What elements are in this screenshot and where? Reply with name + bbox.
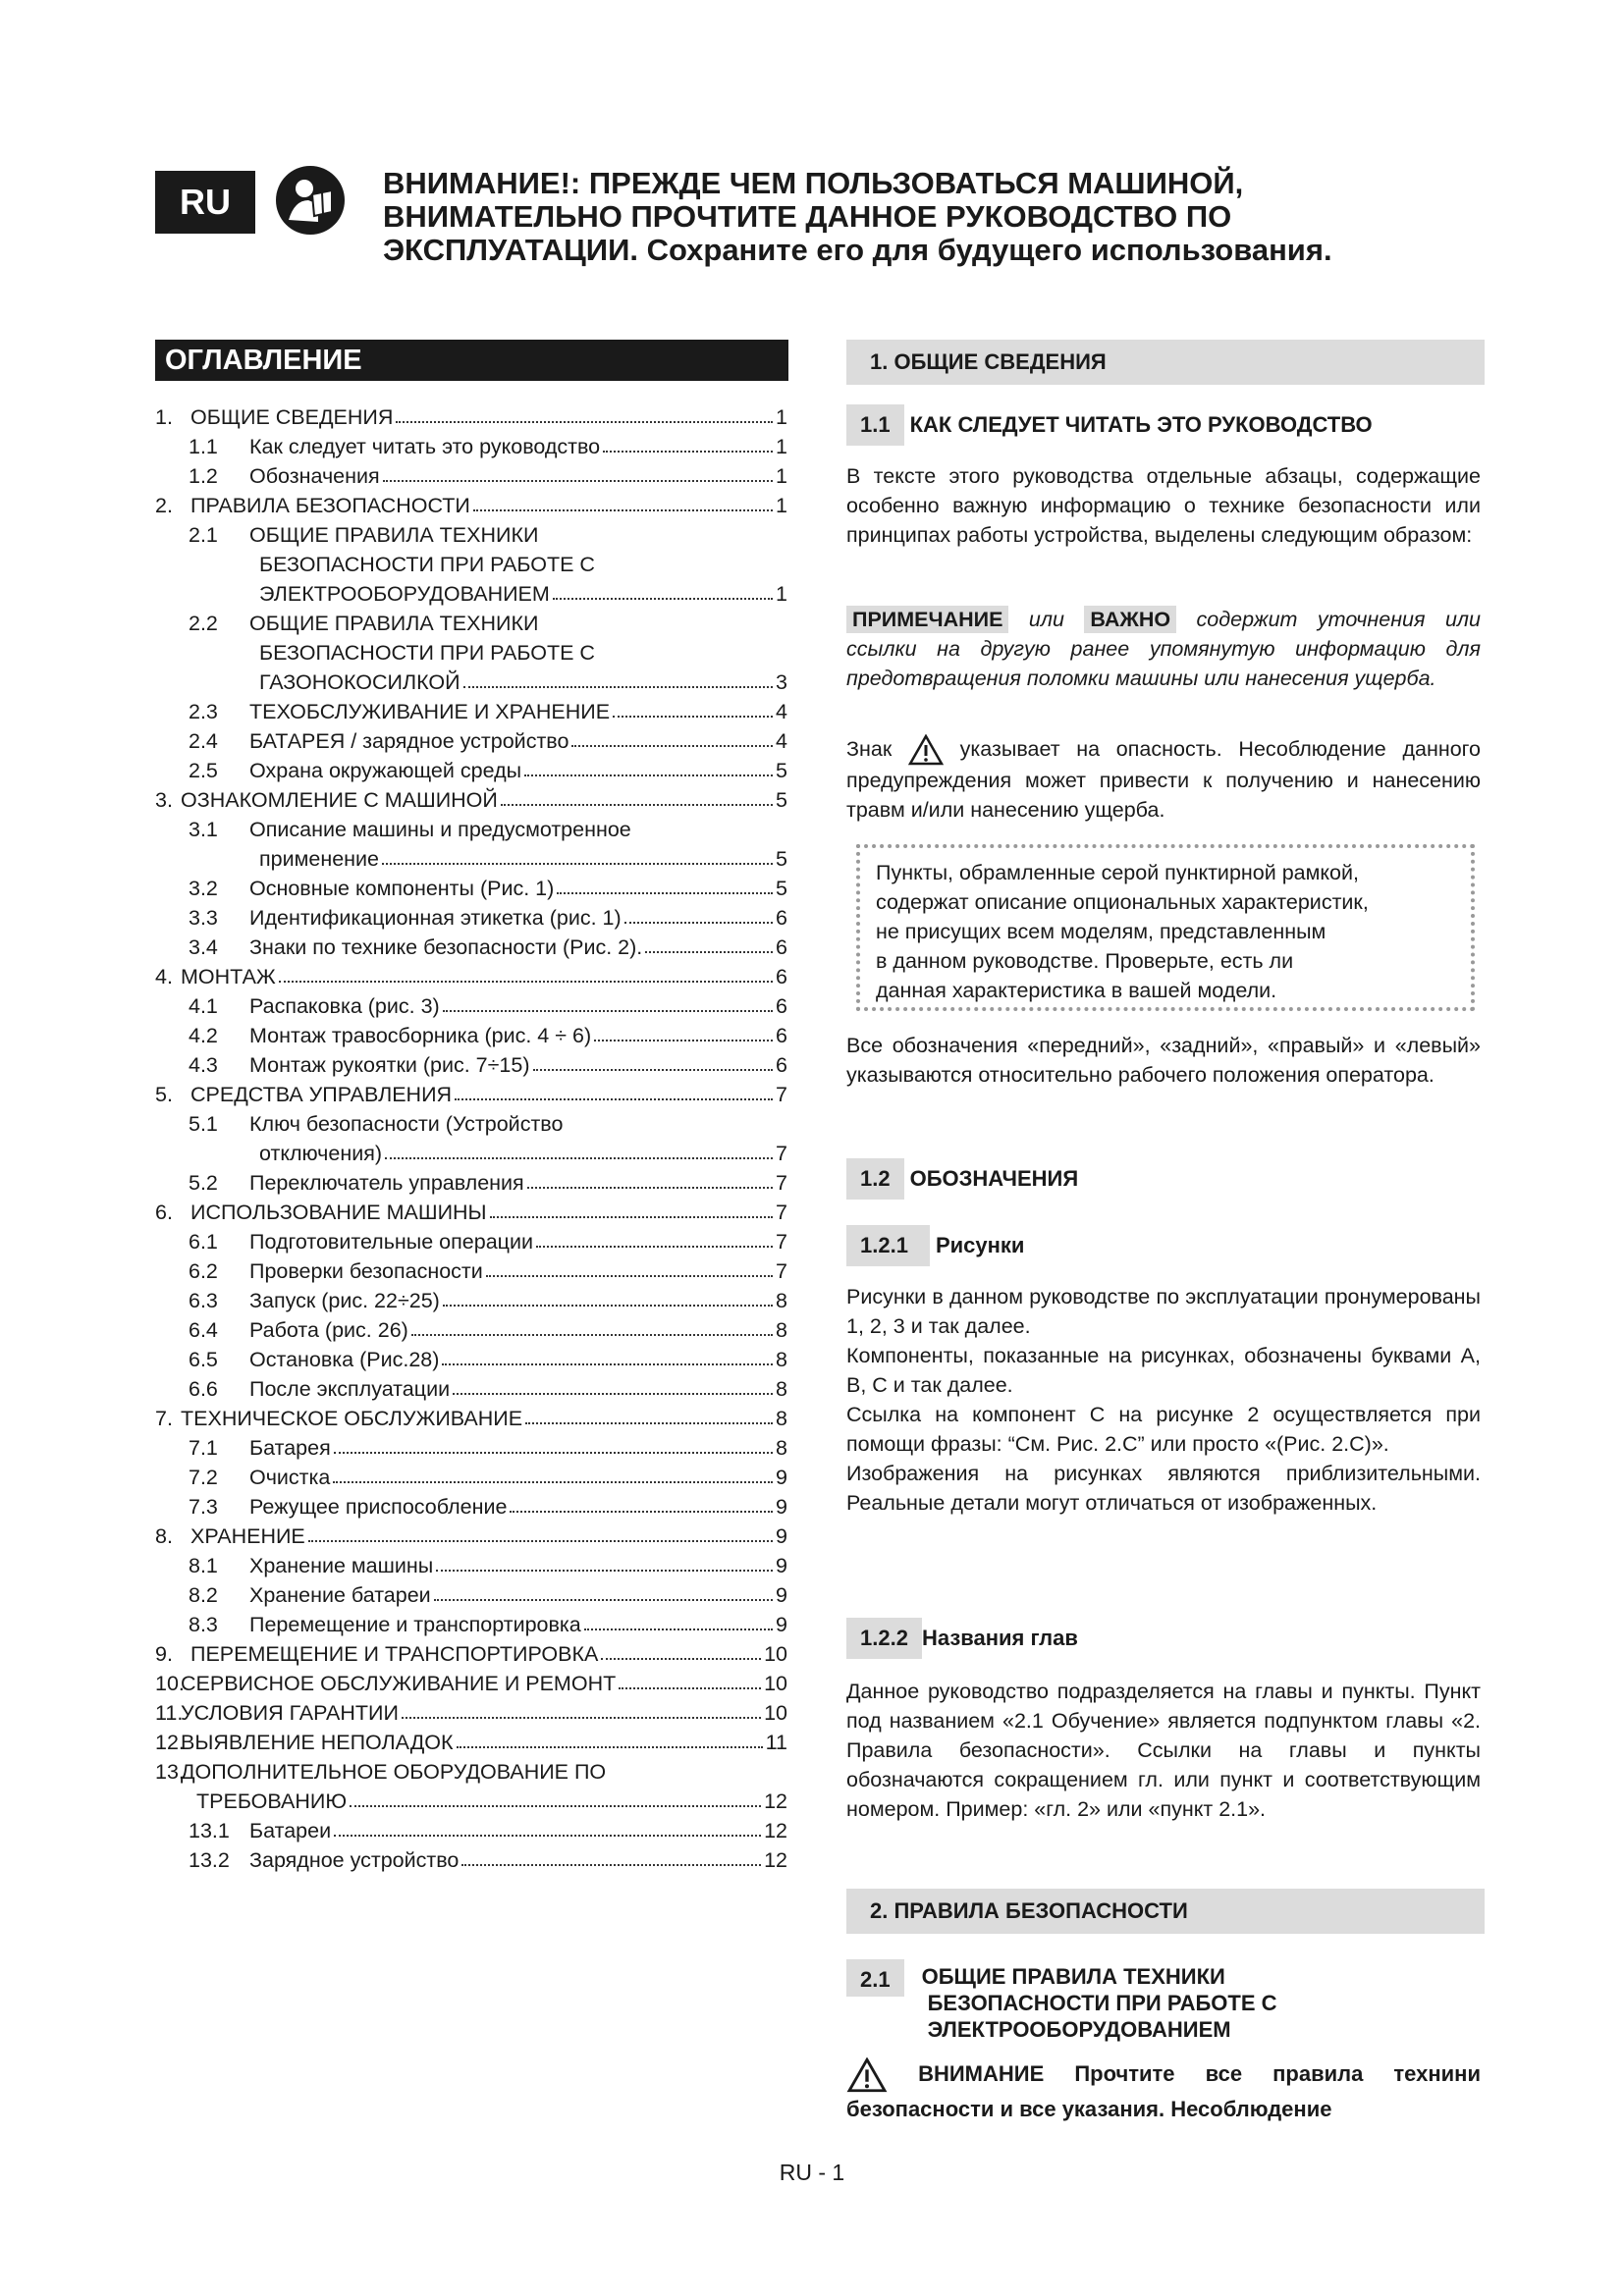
warning-line: ВНИМАТЕЛЬНО ПРОЧТИТЕ ДАННОЕ РУКОВОДСТВО ПО <box>383 199 1232 234</box>
sign-word: Знак <box>846 737 893 761</box>
toc-entry-page: 6 <box>776 935 787 959</box>
toc-entry-title: УСЛОВИЯ ГАРАНТИИ <box>181 1701 399 1725</box>
toc-entry-number: 2.2 <box>189 612 218 635</box>
toc-leader-dots <box>613 716 773 718</box>
toc-entry-number: 10. <box>155 1672 185 1695</box>
section-title: Рисунки <box>935 1233 1025 1257</box>
toc-entry-page: 5 <box>776 788 787 812</box>
toc-entry-title: ТЕХОБСЛУЖИВАНИЕ И ХРАНЕНИЕ <box>249 700 611 723</box>
sign-text: указывает на опасность. Несоблюдение данного предупреждения может привести к получению и нанесению травм и/или нанесению ущерба. <box>846 737 1481 823</box>
toc-entry <box>155 1402 787 1431</box>
danger-sign-paragraph <box>846 734 1481 825</box>
toc-title: ОГЛАВЛЕНИЕ <box>155 340 788 381</box>
toc-entry <box>155 430 787 459</box>
toc-leader-dots <box>382 863 773 865</box>
toc-entry-page: 9 <box>776 1524 787 1548</box>
toc-entry <box>155 1785 787 1814</box>
toc-entry-title: Охрана окружающей среды <box>249 759 522 782</box>
toc-leader-dots <box>463 686 773 688</box>
toc-entry-number: 6. <box>155 1201 173 1224</box>
toc-entry-title: Батареи <box>249 1819 332 1842</box>
toc-entry-page: 7 <box>776 1142 787 1165</box>
toc-entry-page: 10 <box>764 1701 787 1725</box>
toc-entry-title: ПЕРЕМЕЩЕНИЕ И ТРАНСПОРТИРОВКА <box>190 1642 599 1666</box>
toc-entry-page: 1 <box>776 464 787 488</box>
toc-entry-page: 1 <box>776 435 787 458</box>
toc-entry <box>155 1196 787 1225</box>
toc-entry <box>155 901 787 931</box>
toc-entry-title: Режущее приспособление <box>249 1495 508 1519</box>
toc-entry <box>155 1578 787 1608</box>
toc-entry-number: 3.1 <box>189 818 218 841</box>
section-1-header: 1. ОБЩИЕ СВЕДЕНИЯ <box>846 340 1485 385</box>
toc-entry-number: 8.3 <box>189 1613 218 1636</box>
toc-leader-dots <box>571 745 773 747</box>
box-line: Пункты, обрамленные серой пунктирной рамкой, <box>876 861 1360 884</box>
toc-entry-title: Переключатель управления <box>249 1171 524 1195</box>
toc-entry-page: 9 <box>776 1466 787 1489</box>
toc-entry-number: 4.3 <box>189 1053 218 1077</box>
toc-entry-number: 13.1 <box>189 1819 230 1842</box>
toc-entry <box>155 1814 787 1843</box>
toc-leader-dots <box>645 951 773 953</box>
toc-entry-number: 6.6 <box>189 1377 218 1401</box>
toc-entry-title: ТЕХНИЧЕСКОЕ ОБСЛУЖИВАНИЕ <box>181 1407 523 1430</box>
toc-entry-title: ДОПОЛНИТЕЛЬНОЕ ОБОРУДОВАНИЕ ПО <box>181 1760 607 1784</box>
warning-text: ВНИМАНИЕ Прочтите все правила технини безопасности и все указания. Несоблюдение <box>846 2061 1481 2122</box>
toc-entry <box>155 1549 787 1578</box>
toc-leader-dots <box>473 509 773 511</box>
section-1-2-heading <box>846 1158 1078 1200</box>
toc-entry-page: 8 <box>776 1377 787 1401</box>
warning-line: ВНИМАНИЕ!: ПРЕЖДЕ ЧЕМ ПОЛЬЗОВАТЬСЯ МАШИНОЙ, <box>383 166 1244 200</box>
section-number: 1.1 <box>846 404 904 446</box>
section-title-line: ОБЩИЕ ПРАВИЛА ТЕХНИКИ <box>921 1964 1225 1989</box>
toc-leader-dots <box>594 1040 773 1041</box>
section-title: Названия глав <box>921 1626 1078 1650</box>
toc-leader-dots <box>402 1717 761 1719</box>
toc-entry <box>155 1313 787 1343</box>
toc-entry <box>155 931 787 960</box>
toc-entry <box>155 1343 787 1372</box>
toc-leader-dots <box>461 1864 761 1866</box>
toc-entry-number: 4. <box>155 965 173 988</box>
toc-leader-dots <box>457 1746 763 1748</box>
toc-entry-number: 4.2 <box>189 1024 218 1047</box>
toc-entry-page: 1 <box>776 582 787 606</box>
toc-entry <box>155 548 787 577</box>
toc-leader-dots <box>486 1275 773 1277</box>
warning-triangle-icon <box>908 734 944 766</box>
toc-entry <box>155 1255 787 1284</box>
toc-entry-title: Ключ безопасности (Устройство <box>249 1112 564 1136</box>
toc-entry-page: 7 <box>776 1201 787 1224</box>
toc-entry <box>155 1431 787 1461</box>
toc-entry-title: ПРАВИЛА БЕЗОПАСНОСТИ <box>190 494 470 517</box>
toc-leader-dots <box>436 1570 773 1572</box>
toc-entry <box>155 459 787 489</box>
toc-entry-title: Перемещение и транспортировка <box>249 1613 581 1636</box>
toc-entry <box>155 636 787 666</box>
toc-entry-number: 13. <box>155 1760 185 1784</box>
toc-entry-title: ОБЩИЕ ПРАВИЛА ТЕХНИКИ <box>249 523 539 547</box>
toc-entry <box>155 724 787 754</box>
toc-leader-dots <box>308 1540 773 1542</box>
box-line: данная характеристика в вашей модели. <box>876 979 1277 1002</box>
toc-entry-page: 8 <box>776 1318 787 1342</box>
toc-entry-page: 9 <box>776 1495 787 1519</box>
section-1-1-heading <box>846 404 1373 446</box>
toc-entry-page: 10 <box>764 1672 787 1695</box>
toc-entry-title: ГАЗОНОКОСИЛКОЙ <box>259 670 460 694</box>
section-1-2-1-heading <box>846 1225 1024 1266</box>
section-title: ОБОЗНАЧЕНИЯ <box>909 1166 1079 1191</box>
orientation-paragraph: Все обозначения «передний», «задний», «правый» и «левый» указываются относительно рабочего положения оператора. <box>846 1034 1481 1087</box>
toc-leader-dots <box>334 1452 773 1454</box>
toc-entry-title: ХРАНЕНИЕ <box>190 1524 305 1548</box>
section-2-header: 2. ПРАВИЛА БЕЗОПАСНОСТИ <box>846 1889 1485 1934</box>
toc-leader-dots <box>411 1334 773 1336</box>
toc-entry-page: 5 <box>776 759 787 782</box>
section-number: 1.2.1 <box>846 1225 930 1266</box>
toc-entry <box>155 607 787 636</box>
toc-leader-dots <box>443 1010 773 1012</box>
toc-entry-page: 8 <box>776 1289 787 1312</box>
toc-entry-title: МОНТАЖ <box>181 965 276 988</box>
toc-leader-dots <box>624 922 773 924</box>
toc-leader-dots <box>396 421 773 423</box>
toc-entry-page: 10 <box>764 1642 787 1666</box>
toc-entry-page: 8 <box>776 1407 787 1430</box>
toc-entry-number: 6.4 <box>189 1318 218 1342</box>
toc-entry <box>155 577 787 607</box>
toc-leader-dots <box>525 1422 773 1424</box>
toc-entry <box>155 1490 787 1520</box>
warning-triangle-icon <box>846 2057 888 2093</box>
toc-entry-title: Запуск (рис. 22÷25) <box>249 1289 440 1312</box>
toc-entry-page: 5 <box>776 847 787 871</box>
note-or: или <box>1028 608 1064 631</box>
toc-leader-dots <box>490 1216 773 1218</box>
toc-entry-title: применение <box>259 847 380 871</box>
toc-entry-title: Хранение машины <box>249 1554 434 1577</box>
toc-entry <box>155 695 787 724</box>
toc-entry-title: ОБЩИЕ ПРАВИЛА ТЕХНИКИ <box>249 612 539 635</box>
toc-leader-dots <box>510 1511 773 1513</box>
note-text: содержит уточнения или ссылки на другую ранее упомянутую информацию для предотвращения поломки машины или нанесения ущерба. <box>846 608 1481 690</box>
toc-entry-page: 1 <box>776 494 787 517</box>
toc-entry-title: Хранение батареи <box>249 1583 431 1607</box>
toc-entry-number: 2.1 <box>189 523 218 547</box>
toc-entry-title: ИСПОЛЬЗОВАНИЕ МАШИНЫ <box>190 1201 487 1224</box>
toc-entry-number: 9. <box>155 1642 173 1666</box>
toc-entry-title: Работа (рис. 26) <box>249 1318 408 1342</box>
toc-entry-title: Монтаж травосборника (рис. 4 ÷ 6) <box>249 1024 592 1047</box>
toc-leader-dots <box>442 1363 773 1365</box>
toc-entry-number: 6.3 <box>189 1289 218 1312</box>
toc-leader-dots <box>383 480 773 482</box>
toc-entry-number: 3. <box>155 788 173 812</box>
toc-entry-page: 12 <box>764 1789 787 1813</box>
toc-entry-title: Обозначения <box>249 464 380 488</box>
section-title-line: БЕЗОПАСНОСТИ ПРИ РАБОТЕ С <box>927 1991 1277 2015</box>
toc-entry-title: ОЗНАКОМЛЕНИЕ С МАШИНОЙ <box>181 788 498 812</box>
toc-entry-title: Основные компоненты (Рис. 1) <box>249 877 555 900</box>
toc-entry-page: 9 <box>776 1554 787 1577</box>
toc-entry-number: 3.2 <box>189 877 218 900</box>
toc-leader-dots <box>455 1098 773 1100</box>
toc-entry <box>155 872 787 901</box>
toc-entry-page: 7 <box>776 1230 787 1254</box>
toc-entry-page: 1 <box>776 405 787 429</box>
toc-entry-page: 6 <box>776 965 787 988</box>
toc-entry-page: 7 <box>776 1171 787 1195</box>
toc-entry <box>155 1755 787 1785</box>
toc-entry <box>155 1372 787 1402</box>
toc-entry <box>155 842 787 872</box>
toc-entry <box>155 1843 787 1873</box>
toc-entry-number: 5.2 <box>189 1171 218 1195</box>
table-of-contents <box>155 400 787 1873</box>
toc-entry-page: 11 <box>765 1731 787 1754</box>
toc-entry <box>155 1019 787 1048</box>
toc-entry-number: 2.3 <box>189 700 218 723</box>
toc-entry <box>155 783 787 813</box>
toc-entry-title: Батарея <box>249 1436 331 1460</box>
toc-entry-number: 2. <box>155 494 173 517</box>
toc-entry-number: 5. <box>155 1083 173 1106</box>
toc-entry-title: Как следует читать это руководство <box>249 435 601 458</box>
section-title: КАК СЛЕДУЕТ ЧИТАТЬ ЭТО РУКОВОДСТВО <box>909 412 1373 437</box>
toc-entry-title: Подготовительные операции <box>249 1230 533 1254</box>
section-number: 1.2.2 <box>846 1618 922 1659</box>
toc-entry-page: 8 <box>776 1348 787 1371</box>
toc-entry <box>155 960 787 989</box>
toc-entry <box>155 1078 787 1107</box>
toc-entry-number: 4.1 <box>189 994 218 1018</box>
warning-line: ЭКСПЛУАТАЦИИ. Сохраните его для будущего использования. <box>383 233 1332 267</box>
toc-entry-number: 5.1 <box>189 1112 218 1136</box>
toc-entry-title: Описание машины и предусмотренное <box>249 818 631 841</box>
toc-entry-page: 7 <box>776 1083 787 1106</box>
toc-entry <box>155 518 787 548</box>
toc-entry-title: отключения) <box>259 1142 383 1165</box>
toc-entry-title: Распаковка (рис. 3) <box>249 994 440 1018</box>
toc-entry <box>155 1696 787 1726</box>
toc-entry <box>155 813 787 842</box>
toc-entry-number: 6.2 <box>189 1259 218 1283</box>
toc-leader-dots <box>557 892 773 894</box>
toc-entry-page: 3 <box>776 670 787 694</box>
toc-entry-page: 4 <box>776 729 787 753</box>
toc-leader-dots <box>584 1629 773 1630</box>
toc-entry-number: 7.3 <box>189 1495 218 1519</box>
optional-features-box <box>856 844 1475 1011</box>
toc-entry-page: 8 <box>776 1436 787 1460</box>
toc-entry-number: 1.2 <box>189 464 218 488</box>
toc-entry-number: 1.1 <box>189 435 218 458</box>
toc-leader-dots <box>527 1187 773 1189</box>
toc-leader-dots <box>350 1805 761 1807</box>
toc-entry-number: 8.2 <box>189 1583 218 1607</box>
toc-entry <box>155 1520 787 1549</box>
toc-entry <box>155 1107 787 1137</box>
box-line: содержат описание опциональных характеристик, <box>876 890 1369 914</box>
toc-entry-page: 7 <box>776 1259 787 1283</box>
page-number: RU - 1 <box>779 2160 845 2185</box>
toc-entry <box>155 666 787 695</box>
toc-entry <box>155 1608 787 1637</box>
toc-leader-dots <box>533 1069 774 1071</box>
toc-entry-title: Монтаж рукоятки (рис. 7÷15) <box>249 1053 530 1077</box>
toc-entry-title: ОБЩИЕ СВЕДЕНИЯ <box>190 405 394 429</box>
toc-entry-title: Зарядное устройство <box>249 1848 460 1872</box>
figures-paragraph <box>846 1282 1481 1518</box>
toc-entry <box>155 1048 787 1078</box>
toc-entry-title: Идентификационная этикетка (рис. 1) <box>249 906 622 930</box>
toc-entry <box>155 989 787 1019</box>
toc-entry-number: 3.3 <box>189 906 218 930</box>
section-2-1-heading <box>846 1959 1277 2043</box>
toc-entry-title: ВЫЯВЛЕНИЕ НЕПОЛАДОК <box>181 1731 454 1754</box>
toc-entry-number: 2.4 <box>189 729 218 753</box>
toc-entry-title: Знаки по технике безопасности (Рис. 2). <box>249 935 643 959</box>
toc-entry-number: 12. <box>155 1731 185 1754</box>
toc-entry <box>155 1726 787 1755</box>
toc-entry <box>155 1461 787 1490</box>
toc-entry-title: СЕРВИСНОЕ ОБСЛУЖИВАНИЕ И РЕМОНТ <box>181 1672 617 1695</box>
toc-entry <box>155 1166 787 1196</box>
toc-entry <box>155 754 787 783</box>
figures-line: Ссылка на компонент C на рисунке 2 осуществляется при помощи фразы: “См. Рис. 2.C” или просто «(Рис. 2.C)». <box>846 1403 1481 1456</box>
toc-entry-page: 6 <box>776 1053 787 1077</box>
toc-entry-number: 2.5 <box>189 759 218 782</box>
toc-entry-number: 7. <box>155 1407 173 1430</box>
toc-leader-dots <box>619 1687 761 1689</box>
toc-entry-number: 8.1 <box>189 1554 218 1577</box>
toc-leader-dots <box>553 598 773 600</box>
toc-entry-page: 6 <box>776 906 787 930</box>
toc-leader-dots <box>385 1157 773 1159</box>
toc-entry <box>155 400 787 430</box>
toc-entry-page: 9 <box>776 1583 787 1607</box>
safety-warning-title <box>383 167 1365 267</box>
section-number: 2.1 <box>846 1959 904 1997</box>
toc-leader-dots <box>434 1599 773 1601</box>
safety-warning-paragraph <box>846 2057 1481 2125</box>
figures-line: Компоненты, показанные на рисунках, обозначены буквами A, B, C и так далее. <box>846 1344 1481 1397</box>
toc-entry-title: ЭЛЕКТРООБОРУДОВАНИЕМ <box>259 582 550 606</box>
note-paragraph <box>846 605 1481 693</box>
section-1-2-2-heading <box>846 1618 1078 1659</box>
toc-leader-dots <box>333 1481 773 1483</box>
language-badge: RU <box>155 171 255 234</box>
toc-entry-title: СРЕДСТВА УПРАВЛЕНИЯ <box>190 1083 453 1106</box>
note-keyword: ПРИМЕЧАНИЕ <box>846 606 1008 633</box>
section-number: 1.2 <box>846 1158 904 1200</box>
box-line: не присущих всем моделям, представленным <box>876 920 1326 943</box>
toc-entry-number: 1. <box>155 405 173 429</box>
toc-entry-page: 6 <box>776 1024 787 1047</box>
toc-entry-number: 11. <box>155 1701 184 1725</box>
toc-entry-title: Проверки безопасности <box>249 1259 483 1283</box>
intro-paragraph: В тексте этого руководства отдельные абзацы, содержащие особенно важную информацию о технике безопасности или принципах работы устройства, выделены следующим образом: <box>846 464 1481 547</box>
toc-entry-title: ТРЕБОВАНИЮ <box>196 1789 348 1813</box>
important-keyword: ВАЖНО <box>1084 606 1176 633</box>
toc-leader-dots <box>443 1305 773 1307</box>
toc-leader-dots <box>453 1393 773 1395</box>
toc-entry-number: 8. <box>155 1524 173 1548</box>
figures-line: Изображения на рисунках являются приблизительными. Реальные детали могут отличаться от изображенных. <box>846 1462 1481 1515</box>
toc-entry <box>155 1284 787 1313</box>
toc-entry-number: 6.5 <box>189 1348 218 1371</box>
toc-leader-dots <box>524 774 773 776</box>
toc-entry <box>155 1225 787 1255</box>
chapters-paragraph: Данное руководство подразделяется на главы и пункты. Пункт под названием «2.1 Обучение» является подпунктом главы «2. Правила безопасности». Ссылки на главы и пункты обозначаются сокращением гл. или пункт и соответствующим номером. Пример: «гл. 2» или «пункт 2.1». <box>846 1680 1481 1821</box>
toc-entry <box>155 1137 787 1166</box>
figures-line: Рисунки в данном руководстве по эксплуатации пронумерованы 1, 2, 3 и так далее. <box>846 1285 1481 1338</box>
toc-entry-page: 4 <box>776 700 787 723</box>
box-line: в данном руководстве. Проверьте, есть ли <box>876 949 1294 973</box>
toc-entry-title: БАТАРЕЯ / зарядное устройство <box>249 729 569 753</box>
toc-entry-number: 6.1 <box>189 1230 218 1254</box>
toc-entry <box>155 1637 787 1667</box>
toc-entry <box>155 1667 787 1696</box>
toc-entry-title: После эксплуатации <box>249 1377 451 1401</box>
toc-leader-dots <box>279 981 773 983</box>
toc-entry-page: 9 <box>776 1613 787 1636</box>
toc-entry-number: 7.1 <box>189 1436 218 1460</box>
toc-leader-dots <box>536 1246 773 1248</box>
toc-leader-dots <box>601 1658 761 1660</box>
toc-leader-dots <box>334 1835 761 1837</box>
toc-entry-page: 5 <box>776 877 787 900</box>
toc-entry-page: 12 <box>764 1819 787 1842</box>
toc-entry-title: БЕЗОПАСНОСТИ ПРИ РАБОТЕ С <box>259 641 595 665</box>
toc-entry-page: 6 <box>776 994 787 1018</box>
toc-leader-dots <box>603 451 773 453</box>
section-title-line: ЭЛЕКТРООБОРУДОВАНИЕМ <box>927 2017 1231 2042</box>
toc-entry-number: 7.2 <box>189 1466 218 1489</box>
toc-entry <box>155 489 787 518</box>
toc-entry-title: Очистка <box>249 1466 331 1489</box>
toc-leader-dots <box>501 804 773 806</box>
toc-entry-number: 13.2 <box>189 1848 230 1872</box>
read-manual-icon <box>275 165 346 236</box>
toc-entry-title: БЕЗОПАСНОСТИ ПРИ РАБОТЕ С <box>259 553 595 576</box>
toc-entry-number: 3.4 <box>189 935 218 959</box>
toc-entry-page: 12 <box>764 1848 787 1872</box>
toc-entry-title: Остановка (Рис.28) <box>249 1348 440 1371</box>
